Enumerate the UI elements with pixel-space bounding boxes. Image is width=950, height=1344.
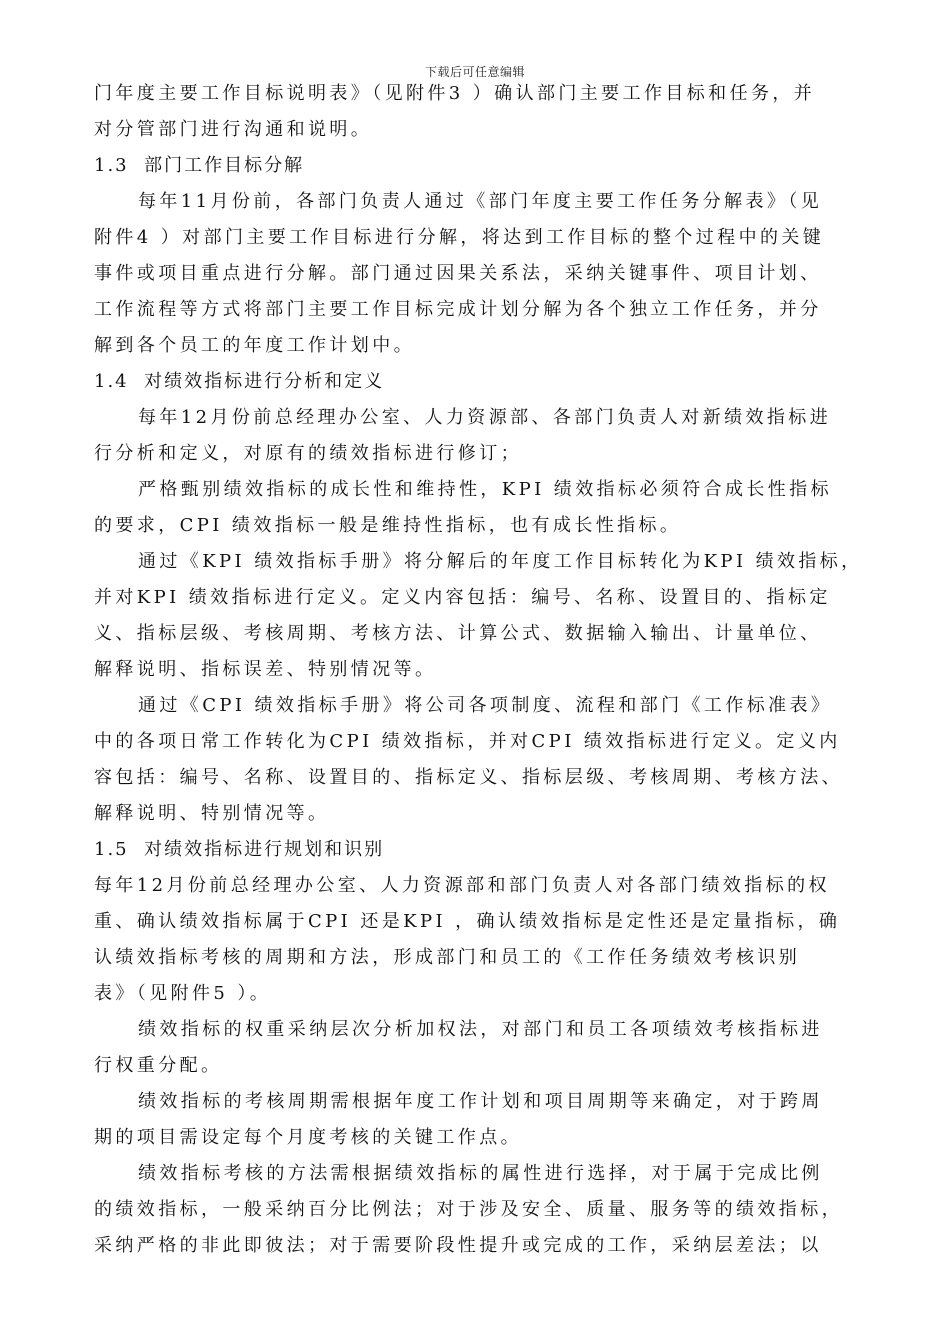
document-body [94, 76, 874, 1264]
text-line: 的绩效指标，一般采纳百分比例法；对于涉及安全、质量、服务等的绩效指标， [94, 1199, 843, 1220]
text-line: 绩效指标的权重采纳层次分析加权法，对部门和员工各项绩效考核指标进 [138, 1019, 823, 1040]
section-heading: 1.3 部门工作目标分解 [94, 155, 305, 176]
text-line: 义、指标层级、考核周期、考核方法、计算公式、数据输入输出、计量单位、 [94, 623, 822, 644]
text-line: 对分管部门进行沟通和说明。 [94, 119, 373, 140]
text-line: 门年度主要工作目标说明表》（见附件3 ）确认部门主要工作目标和任务，并 [94, 83, 816, 104]
text-line: 的要求，CPI 绩效指标一般是维持性指标，也有成长性指标。 [94, 515, 682, 536]
text-line: 工作流程等方式将部门主要工作目标完成计划分解为各个独立工作任务，并分 [94, 299, 822, 320]
text-line: 解释说明、指标误差、特别情况等。 [94, 659, 437, 680]
text-line: 解释说明、特别情况等。 [94, 803, 330, 824]
text-line: 期的项目需设定每个月度考核的关键工作点。 [94, 1127, 522, 1148]
text-line: 附件4 ）对部门主要工作目标进行分解，将达到工作目标的整个过程中的关键 [94, 227, 825, 248]
section-heading: 1.5 对绩效指标进行规划和识别 [94, 839, 385, 860]
text-line: 行权重分配。 [94, 1055, 223, 1076]
text-line: 重、确认绩效指标属于CPI 还是KPI ，确认绩效指标是定性还是定量指标，确 [94, 911, 841, 932]
text-line: 通过《CPI 绩效指标手册》将公司各项制度、流程和部门《工作标准表》 [138, 695, 833, 716]
text-line: 每年11月份前，各部门负责人通过《部门年度主要工作任务分解表》（见 [138, 191, 823, 212]
text-line: 并对KPI 绩效指标进行定义。定义内容包括：编号、名称、设置目的、指标定 [94, 587, 831, 608]
text-line: 认绩效指标考核的周期和方法，形成部门和员工的《工作任务绩效考核识别 [94, 947, 801, 968]
text-line: 解到各个员工的年度工作计划中。 [94, 335, 415, 356]
text-line: 通过《KPI 绩效指标手册》将分解后的年度工作目标转化为KPI 绩效指标， [138, 551, 863, 572]
text-line: 行分析和定义，对原有的绩效指标进行修订； [94, 443, 522, 464]
text-line: 每年12月份前总经理办公室、人力资源部和部门负责人对各部门绩效指标的权 [94, 875, 830, 896]
section-heading: 1.4 对绩效指标进行分析和定义 [94, 371, 385, 392]
download-note: 下载后可任意编辑 [424, 65, 525, 79]
text-line: 表》（见附件5 ）。 [94, 983, 272, 1004]
text-line: 采纳严格的非此即彼法；对于需要阶段性提升或完成的工作，采纳层差法；以 [94, 1235, 822, 1256]
text-line: 每年12月份前总经理办公室、人力资源部、各部门负责人对新绩效指标进 [138, 407, 832, 428]
text-line: 事件或项目重点进行分解。部门通过因果关系法，采纳关键事件、项目计划、 [94, 263, 822, 284]
text-line: 中的各项日常工作转化为CPI 绩效指标，并对CPI 绩效指标进行定义。定义内 [94, 731, 841, 752]
text-line: 容包括：编号、名称、设置目的、指标定义、指标层级、考核周期、考核方法、 [94, 767, 843, 788]
text-line: 绩效指标的考核周期需根据年度工作计划和项目周期等来确定，对于跨周 [138, 1091, 823, 1112]
text-line: 严格甄别绩效指标的成长性和维持性，KPI 绩效指标必须符合成长性指标 [138, 479, 832, 500]
text-line: 绩效指标考核的方法需根据绩效指标的属性进行选择，对于属于完成比例 [138, 1163, 823, 1184]
